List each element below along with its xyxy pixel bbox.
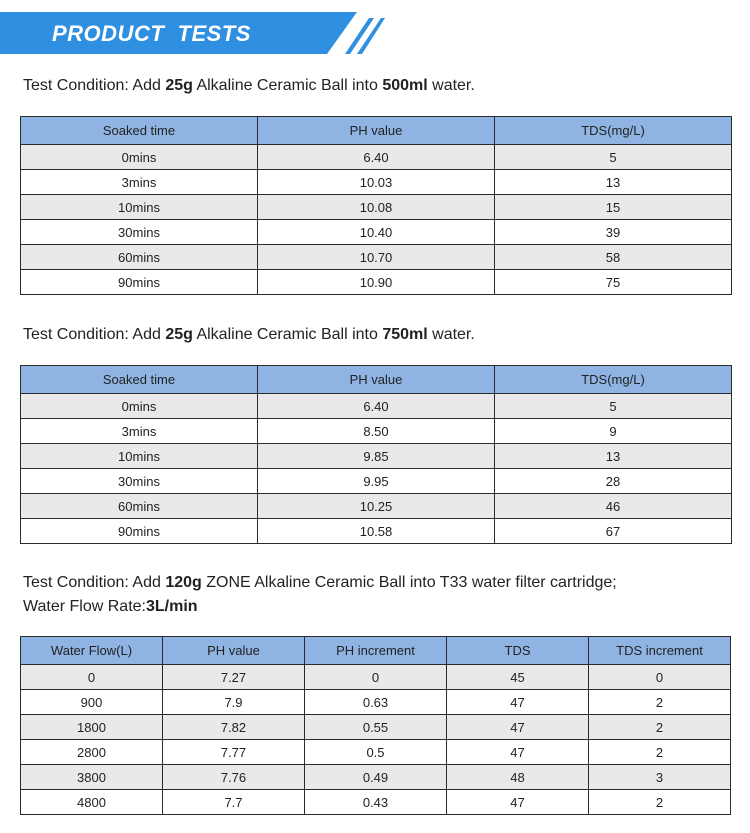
table-cell: 47 (447, 690, 589, 715)
table-cell: 60mins (21, 245, 258, 270)
table-cell: 0 (305, 665, 447, 690)
table-cell: 48 (447, 765, 589, 790)
table-cell: 46 (495, 494, 732, 519)
table-cell: 6.40 (258, 145, 495, 170)
table-cell: 60mins (21, 494, 258, 519)
col-header-ph-value: PH value (258, 366, 495, 394)
col-header-tds: TDS (447, 637, 589, 665)
table-cell: 4800 (21, 790, 163, 815)
table-row (21, 790, 731, 815)
page-title: PRODUCT TESTS (52, 21, 251, 46)
table-cell: 47 (447, 790, 589, 815)
table-cell: 67 (495, 519, 732, 544)
table-row (21, 394, 732, 419)
table-header-row (21, 117, 732, 145)
table-cell: 7.76 (163, 765, 305, 790)
table-row (21, 765, 731, 790)
table-cell: 15 (495, 195, 732, 220)
table-header-row (21, 637, 731, 665)
table-header-row (21, 366, 732, 394)
table-cell: 0mins (21, 145, 258, 170)
test3-table (20, 636, 731, 815)
table-row (21, 519, 732, 544)
table-cell: 8.50 (258, 419, 495, 444)
test3-condition: Test Condition: Add 120g ZONE Alkaline Ceramic Ball into T33 water filter cartridge; (23, 574, 617, 591)
table-row (21, 740, 731, 765)
table-cell: 9.85 (258, 444, 495, 469)
table-cell: 10.70 (258, 245, 495, 270)
table-cell: 10.90 (258, 270, 495, 295)
table-cell: 5 (495, 394, 732, 419)
table-cell: 0.55 (305, 715, 447, 740)
table-row (21, 145, 732, 170)
table-cell: 45 (447, 665, 589, 690)
section-banner (0, 12, 385, 54)
table-cell: 2 (589, 715, 731, 740)
table-cell: 10.40 (258, 220, 495, 245)
table-row (21, 690, 731, 715)
table-cell: 30mins (21, 469, 258, 494)
table-cell: 13 (495, 444, 732, 469)
test2-condition: Test Condition: Add 25g Alkaline Ceramic Ball into 750ml water. (23, 326, 475, 343)
table-cell: 47 (447, 740, 589, 765)
table-cell: 3 (589, 765, 731, 790)
table-row (21, 494, 732, 519)
table-cell: 10.25 (258, 494, 495, 519)
table-row (21, 469, 732, 494)
col-header-soaked-time: Soaked time (21, 366, 258, 394)
test2-table (20, 365, 732, 544)
table-row (21, 245, 732, 270)
table-cell: 2800 (21, 740, 163, 765)
table-cell: 7.27 (163, 665, 305, 690)
table-row (21, 444, 732, 469)
table-cell: 75 (495, 270, 732, 295)
table-cell: 6.40 (258, 394, 495, 419)
test1-condition: Test Condition: Add 25g Alkaline Ceramic Ball into 500ml water. (23, 77, 475, 94)
table-row (21, 270, 732, 295)
table-cell: 28 (495, 469, 732, 494)
table-cell: 58 (495, 245, 732, 270)
test3-flow-rate: Water Flow Rate:3L/min (23, 598, 198, 615)
col-header-tds: TDS(mg/L) (495, 117, 732, 145)
table-cell: 7.77 (163, 740, 305, 765)
table-cell: 0mins (21, 394, 258, 419)
table-row (21, 220, 732, 245)
table-cell: 7.9 (163, 690, 305, 715)
table-cell: 47 (447, 715, 589, 740)
table-cell: 90mins (21, 270, 258, 295)
table-cell: 0.5 (305, 740, 447, 765)
col-header-tds: TDS(mg/L) (495, 366, 732, 394)
table-row (21, 715, 731, 740)
table-cell: 0 (21, 665, 163, 690)
table-cell: 0.63 (305, 690, 447, 715)
table-row (21, 170, 732, 195)
table-cell: 0.43 (305, 790, 447, 815)
table-cell: 10.08 (258, 195, 495, 220)
col-header-soaked-time: Soaked time (21, 117, 258, 145)
table-cell: 900 (21, 690, 163, 715)
table-cell: 10mins (21, 444, 258, 469)
table-cell: 3mins (21, 170, 258, 195)
table-cell: 3mins (21, 419, 258, 444)
table-cell: 10mins (21, 195, 258, 220)
table-row (21, 419, 732, 444)
table-cell: 7.7 (163, 790, 305, 815)
table-cell: 30mins (21, 220, 258, 245)
col-header-ph-value: PH value (163, 637, 305, 665)
table-cell: 10.58 (258, 519, 495, 544)
table-cell: 10.03 (258, 170, 495, 195)
col-header-ph-value: PH value (258, 117, 495, 145)
table-cell: 2 (589, 790, 731, 815)
table-cell: 3800 (21, 765, 163, 790)
table-cell: 0 (589, 665, 731, 690)
col-header-water-flow: Water Flow(L) (21, 637, 163, 665)
table-cell: 9 (495, 419, 732, 444)
col-header-tds-increment: TDS increment (589, 637, 731, 665)
table-cell: 90mins (21, 519, 258, 544)
table-cell: 7.82 (163, 715, 305, 740)
table-row (21, 665, 731, 690)
table-cell: 2 (589, 740, 731, 765)
table-cell: 2 (589, 690, 731, 715)
table-cell: 13 (495, 170, 732, 195)
table-cell: 1800 (21, 715, 163, 740)
col-header-ph-increment: PH increment (305, 637, 447, 665)
table-cell: 5 (495, 145, 732, 170)
table-cell: 39 (495, 220, 732, 245)
table-cell: 0.49 (305, 765, 447, 790)
table-cell: 9.95 (258, 469, 495, 494)
test1-table (20, 116, 732, 295)
table-row (21, 195, 732, 220)
